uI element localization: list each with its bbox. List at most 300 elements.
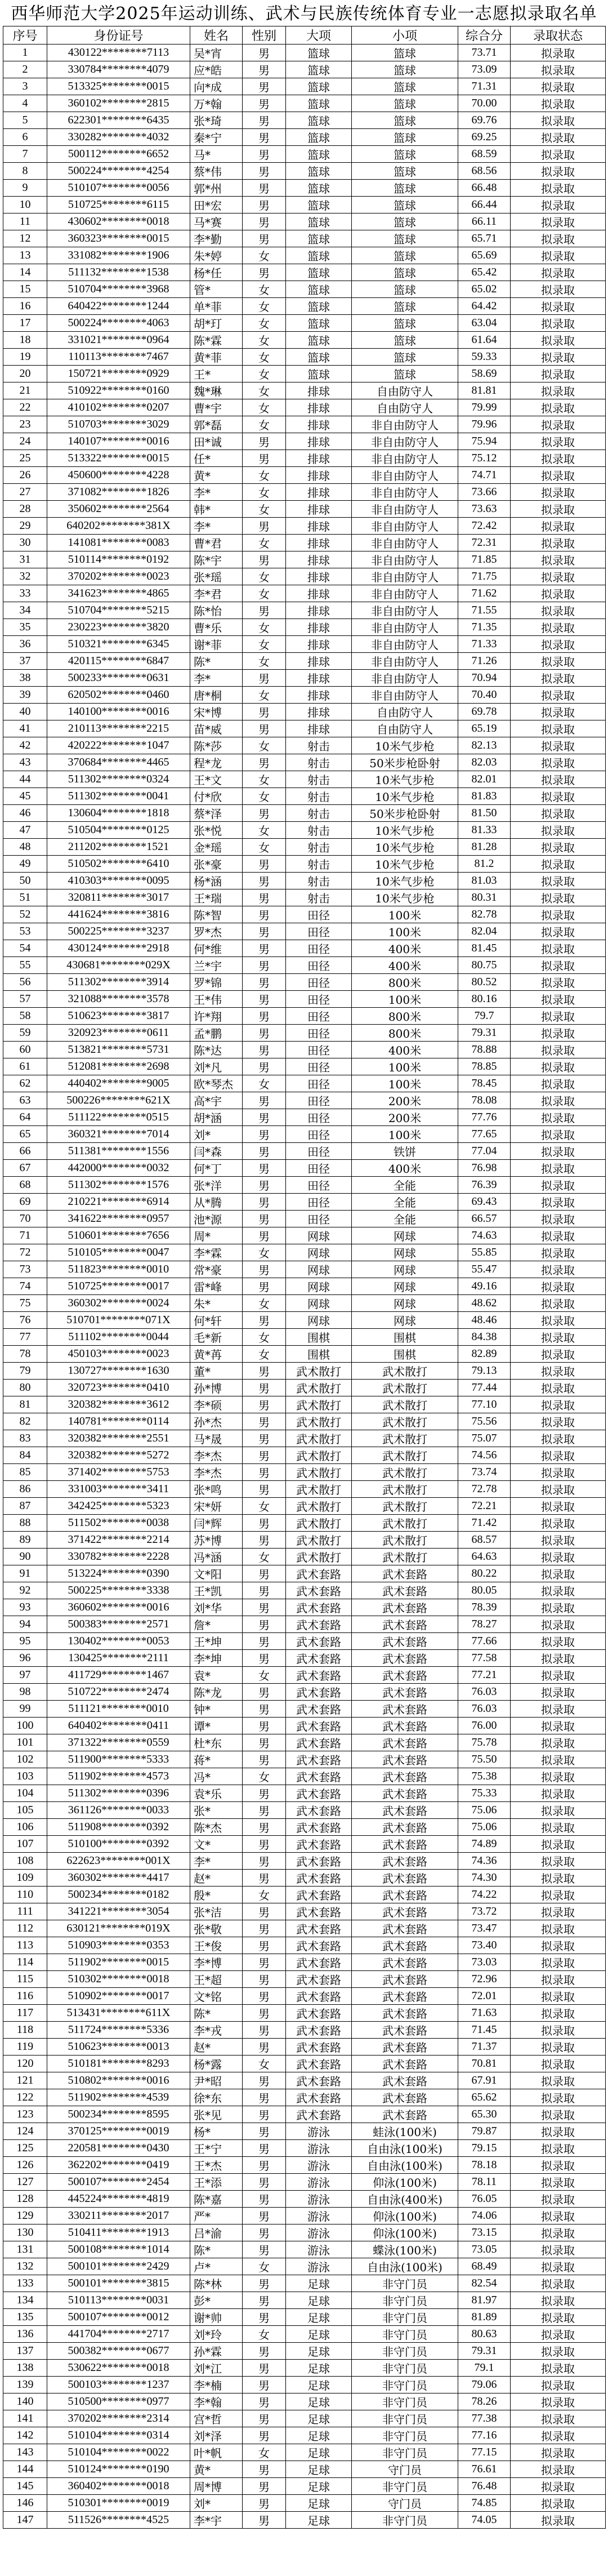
cell-category: 篮球 xyxy=(286,180,352,197)
cell-id-number: 320811********3017 xyxy=(47,889,190,906)
cell-index: 127 xyxy=(3,2174,47,2191)
cell-category: 武术套路 xyxy=(286,1633,352,1650)
cell-score: 73.03 xyxy=(458,1954,511,1971)
cell-status: 拟录取 xyxy=(511,2275,606,2292)
cell-score: 81.33 xyxy=(458,822,511,839)
cell-event: 非守门员 xyxy=(352,2427,458,2444)
cell-category: 排球 xyxy=(286,653,352,670)
cell-name: 金*瑶 xyxy=(190,839,243,856)
cell-status: 拟录取 xyxy=(511,2174,606,2191)
cell-status: 拟录取 xyxy=(511,2461,606,2478)
cell-status: 拟录取 xyxy=(511,1295,606,1312)
cell-status: 拟录取 xyxy=(511,619,606,636)
cell-gender: 男 xyxy=(243,1380,286,1396)
cell-category: 武术套路 xyxy=(286,1599,352,1616)
cell-gender: 男 xyxy=(243,2089,286,2106)
cell-event: 武术套路 xyxy=(352,1701,458,1718)
cell-status: 拟录取 xyxy=(511,1278,606,1295)
cell-gender: 女 xyxy=(243,1667,286,1684)
cell-gender: 女 xyxy=(243,2326,286,2343)
cell-name: 程*龙 xyxy=(190,754,243,771)
cell-status: 拟录取 xyxy=(511,1312,606,1329)
cell-score: 80.22 xyxy=(458,1565,511,1582)
cell-event: 网球 xyxy=(352,1312,458,1329)
cell-id-number: 440402********9005 xyxy=(47,1075,190,1092)
table-row xyxy=(3,535,606,551)
cell-gender: 男 xyxy=(243,2140,286,2157)
cell-status: 拟录取 xyxy=(511,2191,606,2208)
cell-gender: 男 xyxy=(243,1971,286,1988)
cell-gender: 男 xyxy=(243,856,286,873)
cell-score: 79.31 xyxy=(458,2343,511,2360)
table-row xyxy=(3,78,606,95)
cell-gender: 男 xyxy=(243,197,286,213)
cell-gender: 男 xyxy=(243,433,286,450)
cell-id-number: 130727********1630 xyxy=(47,1363,190,1380)
cell-score: 80.16 xyxy=(458,991,511,1008)
cell-name: 秦*宁 xyxy=(190,129,243,146)
cell-name: 付*欣 xyxy=(190,788,243,805)
cell-index: 106 xyxy=(3,1819,47,1836)
cell-id-number: 420115********6847 xyxy=(47,653,190,670)
cell-event: 自由泳(400米) xyxy=(352,2191,458,2208)
cell-gender: 女 xyxy=(243,467,286,484)
cell-name: 向*成 xyxy=(190,78,243,95)
table-row xyxy=(3,1836,606,1853)
cell-name: 陈*智 xyxy=(190,906,243,923)
table-row xyxy=(3,2224,606,2241)
cell-event: 非自由防守人 xyxy=(352,551,458,568)
cell-score: 71.63 xyxy=(458,2005,511,2022)
cell-score: 68.59 xyxy=(458,146,511,163)
cell-status: 拟录取 xyxy=(511,264,606,281)
cell-gender: 女 xyxy=(243,484,286,501)
cell-gender: 女 xyxy=(243,771,286,788)
cell-name: 袁*乐 xyxy=(190,1785,243,1802)
cell-gender: 女 xyxy=(243,1075,286,1092)
cell-category: 武术套路 xyxy=(286,1718,352,1734)
table-row xyxy=(3,2309,606,2326)
cell-score: 71.26 xyxy=(458,653,511,670)
cell-status: 拟录取 xyxy=(511,704,606,720)
cell-gender: 男 xyxy=(243,873,286,889)
table-row xyxy=(3,2089,606,2106)
cell-index: 104 xyxy=(3,1785,47,1802)
cell-status: 拟录取 xyxy=(511,754,606,771)
cell-name: 李*杰 xyxy=(190,1447,243,1464)
cell-status: 拟录取 xyxy=(511,1346,606,1363)
cell-status: 拟录取 xyxy=(511,1920,606,1937)
cell-category: 排球 xyxy=(286,636,352,653)
cell-event: 武术套路 xyxy=(352,1954,458,1971)
cell-gender: 女 xyxy=(243,281,286,298)
cell-score: 82.04 xyxy=(458,923,511,940)
cell-gender: 男 xyxy=(243,1988,286,2005)
table-row xyxy=(3,484,606,501)
cell-category: 足球 xyxy=(286,2343,352,2360)
cell-index: 14 xyxy=(3,264,47,281)
cell-index: 60 xyxy=(3,1042,47,1058)
cell-name: 王*超 xyxy=(190,1971,243,1988)
cell-event: 武术套路 xyxy=(352,1903,458,1920)
cell-name: 董* xyxy=(190,1363,243,1380)
cell-score: 74.30 xyxy=(458,1870,511,1887)
cell-index: 74 xyxy=(3,1278,47,1295)
table-row xyxy=(3,940,606,957)
cell-event: 非自由防守人 xyxy=(352,501,458,518)
cell-id-number: 500224********4254 xyxy=(47,163,190,180)
table-row xyxy=(3,991,606,1008)
cell-score: 80.52 xyxy=(458,974,511,991)
cell-name: 谢*菲 xyxy=(190,636,243,653)
cell-status: 拟录取 xyxy=(511,2326,606,2343)
cell-index: 66 xyxy=(3,1143,47,1160)
cell-category: 田径 xyxy=(286,940,352,957)
cell-event: 武术散打 xyxy=(352,1447,458,1464)
cell-index: 133 xyxy=(3,2275,47,2292)
cell-score: 65.19 xyxy=(458,720,511,737)
cell-event: 10米气步枪 xyxy=(352,771,458,788)
cell-gender: 女 xyxy=(243,619,286,636)
cell-id-number: 510114********0192 xyxy=(47,551,190,568)
cell-id-number: 510301********0019 xyxy=(47,2495,190,2512)
cell-status: 拟录取 xyxy=(511,1244,606,1261)
cell-gender: 男 xyxy=(243,1177,286,1194)
table-row xyxy=(3,45,606,61)
cell-event: 武术散打 xyxy=(352,1464,458,1481)
cell-name: 何*维 xyxy=(190,940,243,957)
cell-id-number: 511302********0396 xyxy=(47,1785,190,1802)
cell-id-number: 511102********0044 xyxy=(47,1329,190,1346)
cell-score: 73.72 xyxy=(458,1903,511,1920)
cell-name: 曹*乐 xyxy=(190,619,243,636)
cell-status: 拟录取 xyxy=(511,906,606,923)
cell-event: 网球 xyxy=(352,1227,458,1244)
cell-category: 武术套路 xyxy=(286,2089,352,2106)
cell-category: 足球 xyxy=(286,2275,352,2292)
cell-score: 55.85 xyxy=(458,1244,511,1261)
cell-status: 拟录取 xyxy=(511,2292,606,2309)
cell-id-number: 420222********1047 xyxy=(47,737,190,754)
cell-name: 黄*菲 xyxy=(190,349,243,366)
cell-event: 10米气步枪 xyxy=(352,856,458,873)
cell-id-number: 371422********2214 xyxy=(47,1532,190,1549)
cell-name: 罗*锦 xyxy=(190,974,243,991)
cell-category: 武术散打 xyxy=(286,1363,352,1380)
cell-id-number: 513821********5731 xyxy=(47,1042,190,1058)
cell-event: 武术散打 xyxy=(352,1481,458,1498)
cell-status: 拟录取 xyxy=(511,873,606,889)
cell-score: 73.15 xyxy=(458,2224,511,2241)
table-row xyxy=(3,180,606,197)
cell-gender: 男 xyxy=(243,2123,286,2140)
cell-name: 王*宁 xyxy=(190,2140,243,2157)
cell-category: 射击 xyxy=(286,856,352,873)
cell-event: 篮球 xyxy=(352,298,458,315)
cell-score: 82.03 xyxy=(458,754,511,771)
cell-index: 64 xyxy=(3,1109,47,1126)
cell-gender: 男 xyxy=(243,1363,286,1380)
cell-name: 文*铭 xyxy=(190,1988,243,2005)
cell-status: 拟录取 xyxy=(511,2005,606,2022)
table-row xyxy=(3,2343,606,2360)
cell-gender: 男 xyxy=(243,923,286,940)
cell-category: 游泳 xyxy=(286,2241,352,2258)
cell-id-number: 371322********0559 xyxy=(47,1734,190,1751)
cell-score: 84.38 xyxy=(458,1329,511,1346)
table-row xyxy=(3,788,606,805)
cell-event: 非自由防守人 xyxy=(352,670,458,687)
cell-id-number: 450600********4228 xyxy=(47,467,190,484)
cell-gender: 男 xyxy=(243,45,286,61)
cell-id-number: 330211********2017 xyxy=(47,2208,190,2224)
table-row xyxy=(3,2208,606,2224)
cell-category: 篮球 xyxy=(286,197,352,213)
cell-score: 48.62 xyxy=(458,1295,511,1312)
cell-status: 拟录取 xyxy=(511,1768,606,1785)
cell-gender: 女 xyxy=(243,2056,286,2072)
cell-id-number: 350602********2564 xyxy=(47,501,190,518)
cell-id-number: 511902********4573 xyxy=(47,1768,190,1785)
cell-category: 排球 xyxy=(286,602,352,619)
table-row xyxy=(3,2072,606,2089)
cell-score: 73.74 xyxy=(458,1464,511,1481)
cell-id-number: 511724********5336 xyxy=(47,2022,190,2039)
cell-name: 陈*达 xyxy=(190,1042,243,1058)
cell-event: 非自由防守人 xyxy=(352,585,458,602)
cell-gender: 男 xyxy=(243,2377,286,2393)
cell-status: 拟录取 xyxy=(511,2089,606,2106)
table-row xyxy=(3,1363,606,1380)
cell-status: 拟录取 xyxy=(511,1227,606,1244)
cell-id-number: 370125********0019 xyxy=(47,2123,190,2140)
table-row xyxy=(3,1346,606,1363)
cell-gender: 男 xyxy=(243,957,286,974)
cell-status: 拟录取 xyxy=(511,1853,606,1870)
cell-category: 篮球 xyxy=(286,112,352,129)
col-header-gender: 性别 xyxy=(243,26,286,45)
cell-category: 足球 xyxy=(286,2393,352,2410)
table-row xyxy=(3,2444,606,2461)
cell-status: 拟录取 xyxy=(511,1092,606,1109)
cell-index: 125 xyxy=(3,2140,47,2157)
cell-id-number: 510302********0018 xyxy=(47,1971,190,1988)
cell-event: 武术套路 xyxy=(352,1751,458,1768)
table-row xyxy=(3,247,606,264)
cell-score: 78.27 xyxy=(458,1616,511,1633)
cell-score: 74.05 xyxy=(458,2512,511,2529)
cell-status: 拟录取 xyxy=(511,957,606,974)
table-row xyxy=(3,1109,606,1126)
cell-id-number: 510623********0013 xyxy=(47,2039,190,2056)
cell-index: 110 xyxy=(3,1887,47,1903)
cell-name: 张*琦 xyxy=(190,112,243,129)
table-row xyxy=(3,1650,606,1667)
cell-id-number: 211202********1521 xyxy=(47,839,190,856)
cell-score: 75.06 xyxy=(458,1819,511,1836)
cell-gender: 男 xyxy=(243,146,286,163)
cell-score: 75.38 xyxy=(458,1768,511,1785)
cell-gender: 男 xyxy=(243,230,286,247)
cell-event: 武术套路 xyxy=(352,1802,458,1819)
table-row xyxy=(3,332,606,349)
cell-name: 王* xyxy=(190,366,243,382)
cell-status: 拟录取 xyxy=(511,771,606,788)
cell-index: 56 xyxy=(3,974,47,991)
cell-id-number: 361126********0033 xyxy=(47,1802,190,1819)
col-header-id-number: 身份证号 xyxy=(47,26,190,45)
table-row xyxy=(3,501,606,518)
col-header-status: 录取状态 xyxy=(511,26,606,45)
cell-score: 73.05 xyxy=(458,2241,511,2258)
cell-status: 拟录取 xyxy=(511,1599,606,1616)
cell-name: 张*洁 xyxy=(190,1903,243,1920)
cell-gender: 女 xyxy=(243,1295,286,1312)
table-row xyxy=(3,1954,606,1971)
cell-event: 篮球 xyxy=(352,78,458,95)
table-row xyxy=(3,2056,606,2072)
cell-score: 78.08 xyxy=(458,1092,511,1109)
cell-gender: 男 xyxy=(243,1532,286,1549)
cell-category: 篮球 xyxy=(286,146,352,163)
cell-category: 足球 xyxy=(286,2512,352,2529)
cell-index: 120 xyxy=(3,2056,47,2072)
cell-index: 128 xyxy=(3,2191,47,2208)
cell-category: 武术套路 xyxy=(286,1650,352,1667)
cell-name: 韩* xyxy=(190,501,243,518)
cell-category: 网球 xyxy=(286,1244,352,1261)
cell-name: 李*君 xyxy=(190,585,243,602)
cell-gender: 男 xyxy=(243,1853,286,1870)
cell-category: 围棋 xyxy=(286,1329,352,1346)
cell-event: 篮球 xyxy=(352,95,458,112)
cell-event: 篮球 xyxy=(352,146,458,163)
cell-index: 108 xyxy=(3,1853,47,1870)
table-row xyxy=(3,856,606,873)
cell-name: 陈*嘉 xyxy=(190,2191,243,2208)
cell-category: 射击 xyxy=(286,771,352,788)
cell-index: 87 xyxy=(3,1498,47,1515)
cell-gender: 女 xyxy=(243,2258,286,2275)
cell-event: 武术套路 xyxy=(352,2005,458,2022)
cell-gender: 男 xyxy=(243,1413,286,1430)
cell-gender: 男 xyxy=(243,1194,286,1211)
cell-category: 足球 xyxy=(286,2309,352,2326)
table-row xyxy=(3,1075,606,1092)
cell-status: 拟录取 xyxy=(511,1667,606,1684)
cell-index: 72 xyxy=(3,1244,47,1261)
cell-name: 李*勤 xyxy=(190,230,243,247)
cell-gender: 男 xyxy=(243,1785,286,1802)
cell-id-number: 510113********0031 xyxy=(47,2292,190,2309)
cell-event: 篮球 xyxy=(352,45,458,61)
cell-score: 78.45 xyxy=(458,1075,511,1092)
cell-name: 尹*昭 xyxy=(190,2072,243,2089)
cell-score: 81.83 xyxy=(458,788,511,805)
cell-id-number: 622623********001X xyxy=(47,1853,190,1870)
table-row xyxy=(3,2427,606,2444)
cell-name: 刘* xyxy=(190,1126,243,1143)
cell-score: 75.33 xyxy=(458,1785,511,1802)
cell-score: 65.42 xyxy=(458,264,511,281)
cell-index: 18 xyxy=(3,332,47,349)
cell-gender: 女 xyxy=(243,1768,286,1785)
cell-id-number: 500382********0677 xyxy=(47,2343,190,2360)
cell-gender: 男 xyxy=(243,1616,286,1633)
cell-name: 杜*东 xyxy=(190,1734,243,1751)
table-row xyxy=(3,1143,606,1160)
table-row xyxy=(3,1295,606,1312)
cell-score: 73.66 xyxy=(458,484,511,501)
cell-score: 81.45 xyxy=(458,940,511,957)
cell-name: 李*硕 xyxy=(190,1396,243,1413)
cell-status: 拟录取 xyxy=(511,1042,606,1058)
table-row xyxy=(3,1177,606,1194)
cell-event: 武术套路 xyxy=(352,2039,458,2056)
cell-status: 拟录取 xyxy=(511,2208,606,2224)
cell-status: 拟录取 xyxy=(511,1971,606,1988)
cell-event: 武术套路 xyxy=(352,1565,458,1582)
cell-index: 146 xyxy=(3,2495,47,2512)
cell-name: 郭*磊 xyxy=(190,416,243,433)
cell-event: 武术套路 xyxy=(352,1988,458,2005)
cell-gender: 男 xyxy=(243,1650,286,1667)
cell-id-number: 640402********0411 xyxy=(47,1718,190,1734)
cell-score: 77.16 xyxy=(458,2427,511,2444)
cell-index: 53 xyxy=(3,923,47,940)
cell-id-number: 410303********0095 xyxy=(47,873,190,889)
cell-gender: 男 xyxy=(243,1734,286,1751)
cell-score: 79.87 xyxy=(458,2123,511,2140)
cell-gender: 男 xyxy=(243,1143,286,1160)
cell-name: 黄*苒 xyxy=(190,1346,243,1363)
table-row xyxy=(3,366,606,382)
cell-index: 107 xyxy=(3,1836,47,1853)
cell-name: 王*凯 xyxy=(190,1582,243,1599)
table-row xyxy=(3,1042,606,1058)
cell-score: 71.37 xyxy=(458,2039,511,2056)
table-row xyxy=(3,1616,606,1633)
cell-category: 游泳 xyxy=(286,2157,352,2174)
cell-event: 武术套路 xyxy=(352,2089,458,2106)
cell-category: 足球 xyxy=(286,2326,352,2343)
cell-score: 79.99 xyxy=(458,399,511,416)
cell-category: 排球 xyxy=(286,585,352,602)
table-row xyxy=(3,2410,606,2427)
cell-name: 马*赛 xyxy=(190,213,243,230)
cell-score: 76.61 xyxy=(458,2461,511,2478)
cell-name: 李* xyxy=(190,484,243,501)
cell-gender: 男 xyxy=(243,805,286,822)
cell-score: 76.98 xyxy=(458,1160,511,1177)
cell-index: 32 xyxy=(3,568,47,585)
cell-index: 16 xyxy=(3,298,47,315)
cell-category: 篮球 xyxy=(286,281,352,298)
cell-event: 铁饼 xyxy=(352,1143,458,1160)
cell-score: 72.31 xyxy=(458,535,511,551)
cell-gender: 男 xyxy=(243,1160,286,1177)
cell-score: 76.05 xyxy=(458,2191,511,2208)
cell-category: 武术套路 xyxy=(286,1582,352,1599)
cell-score: 82.13 xyxy=(458,737,511,754)
cell-event: 篮球 xyxy=(352,163,458,180)
cell-category: 足球 xyxy=(286,2427,352,2444)
cell-name: 杨* xyxy=(190,2123,243,2140)
cell-status: 拟录取 xyxy=(511,1937,606,1954)
cell-id-number: 510922********0160 xyxy=(47,382,190,399)
cell-category: 射击 xyxy=(286,754,352,771)
cell-id-number: 360302********0024 xyxy=(47,1295,190,1312)
